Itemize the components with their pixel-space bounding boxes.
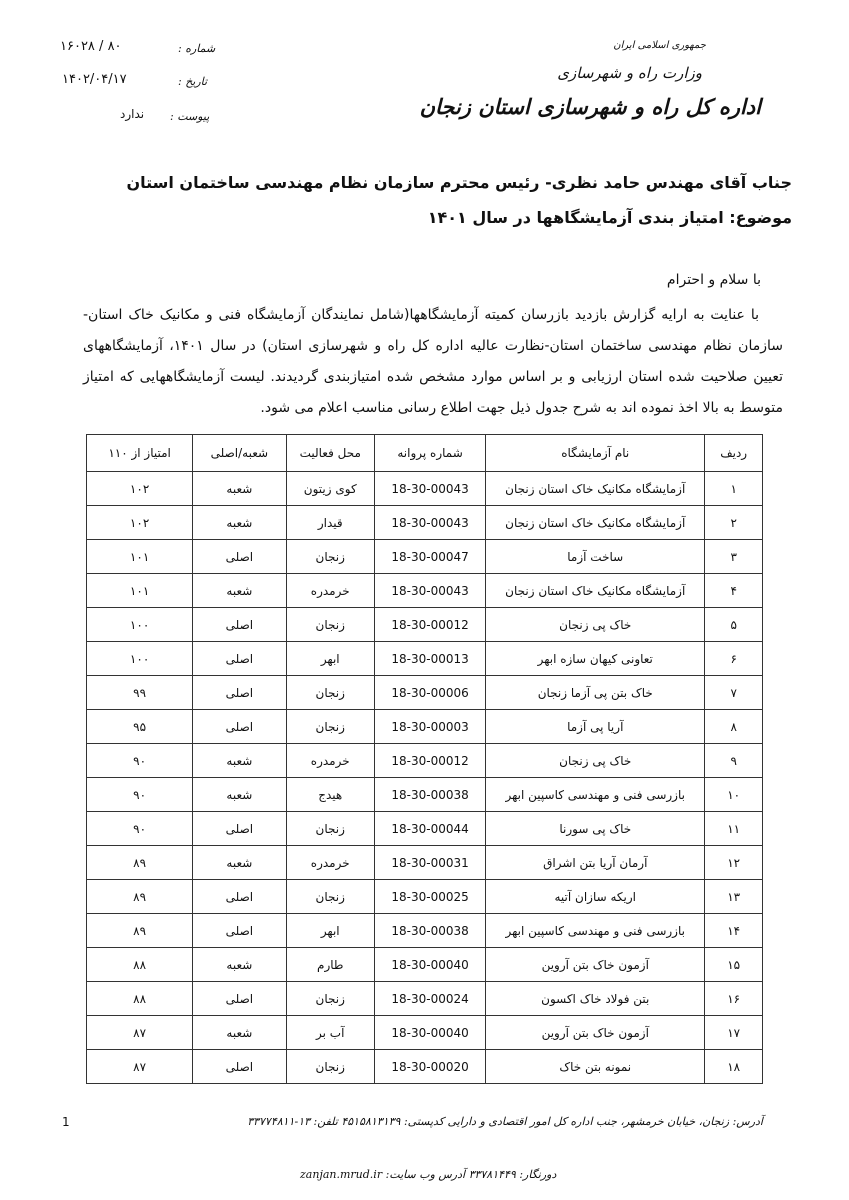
cell-row-number: ۱ xyxy=(705,472,763,506)
cell-score: ۱۰۲ xyxy=(87,506,193,540)
cell-location: زنجان xyxy=(286,710,374,744)
cell-location: هیدج xyxy=(286,778,374,812)
cell-license-number: 18-30-00043 xyxy=(374,472,485,506)
cell-lab-name: بتن فولاد خاک اکسون xyxy=(486,982,705,1016)
cell-branch-main: اصلی xyxy=(193,642,286,676)
cell-score: ۱۰۲ xyxy=(87,472,193,506)
table-row xyxy=(87,608,763,642)
cell-branch-main: شعبه xyxy=(193,1016,286,1050)
cell-score: ۱۰۱ xyxy=(87,540,193,574)
date-label: تاریخ : xyxy=(178,75,208,88)
cell-branch-main: اصلی xyxy=(193,540,286,574)
table-row xyxy=(87,676,763,710)
cell-row-number: ۱۵ xyxy=(705,948,763,982)
cell-row-number: ۷ xyxy=(705,676,763,710)
attachment-label: پیوست : xyxy=(170,110,210,123)
cell-branch-main: اصلی xyxy=(193,676,286,710)
table-row xyxy=(87,1016,763,1050)
cell-license-number: 18-30-00003 xyxy=(374,710,485,744)
table-row xyxy=(87,574,763,608)
cell-location: طارم xyxy=(286,948,374,982)
table-row xyxy=(87,948,763,982)
cell-lab-name: خاک بتن پی آزما زنجان xyxy=(486,676,705,710)
cell-row-number: ۱۳ xyxy=(705,880,763,914)
cell-row-number: ۱۸ xyxy=(705,1050,763,1084)
recipient-line: جناب آقای مهندس حامد نظری- رئیس محترم سازمان نظام مهندسی ساختمان استان xyxy=(126,173,792,192)
cell-branch-main: شعبه xyxy=(193,506,286,540)
greeting: با سلام و احترام xyxy=(666,272,761,288)
cell-lab-name: نمونه بتن خاک xyxy=(486,1050,705,1084)
cell-location: کوی زیتون xyxy=(286,472,374,506)
cell-location: خرمدره xyxy=(286,846,374,880)
cell-location: خرمدره xyxy=(286,744,374,778)
table-header-row xyxy=(87,435,763,472)
cell-lab-name: بازرسی فنی و مهندسی کاسپین ابهر xyxy=(486,778,705,812)
cell-lab-name: خاک پی زنجان xyxy=(486,744,705,778)
number-value: ۸۰ / ۱۶۰۲۸ xyxy=(60,39,122,54)
cell-lab-name: خاک پی سورنا xyxy=(486,812,705,846)
attachment-value: ندارد xyxy=(120,107,145,121)
col-header-branch-main: شعبه/اصلی xyxy=(193,435,286,472)
cell-license-number: 18-30-00020 xyxy=(374,1050,485,1084)
cell-license-number: 18-30-00040 xyxy=(374,948,485,982)
cell-lab-name: تعاونی کیهان سازه ابهر xyxy=(486,642,705,676)
cell-location: زنجان xyxy=(286,608,374,642)
table-row xyxy=(87,540,763,574)
cell-row-number: ۱۷ xyxy=(705,1016,763,1050)
cell-row-number: ۱۴ xyxy=(705,914,763,948)
cell-branch-main: اصلی xyxy=(193,812,286,846)
table-row xyxy=(87,710,763,744)
page-number: 1 xyxy=(62,1115,70,1129)
cell-row-number: ۵ xyxy=(705,608,763,642)
cell-score: ۸۹ xyxy=(87,880,193,914)
cell-lab-name: بازرسی فنی و مهندسی کاسپین ابهر xyxy=(486,914,705,948)
cell-location: زنجان xyxy=(286,812,374,846)
footer-address: آدرس: زنجان، خیابان خرمشهر، جنب اداره کل امور اقتصادی و دارایی کدپستی: ۴۵۱۵۸۱۳۱۳۹ تلفن: ۱۳-۳۳۷۷۴۸۱۱ xyxy=(247,1115,763,1128)
cell-branch-main: اصلی xyxy=(193,982,286,1016)
cell-branch-main: شعبه xyxy=(193,948,286,982)
cell-license-number: 18-30-00043 xyxy=(374,574,485,608)
cell-row-number: ۱۰ xyxy=(705,778,763,812)
cell-branch-main: اصلی xyxy=(193,608,286,642)
table-row xyxy=(87,982,763,1016)
cell-lab-name: آزمون خاک بتن آروین xyxy=(486,948,705,982)
cell-license-number: 18-30-00012 xyxy=(374,744,485,778)
cell-lab-name: خاک پی زنجان xyxy=(486,608,705,642)
cell-branch-main: اصلی xyxy=(193,1050,286,1084)
cell-license-number: 18-30-00040 xyxy=(374,1016,485,1050)
table-row xyxy=(87,472,763,506)
cell-license-number: 18-30-00038 xyxy=(374,914,485,948)
cell-location: زنجان xyxy=(286,540,374,574)
cell-score: ۸۹ xyxy=(87,914,193,948)
cell-license-number: 18-30-00024 xyxy=(374,982,485,1016)
col-header-license-number: شماره پروانه xyxy=(374,435,485,472)
cell-row-number: ۱۱ xyxy=(705,812,763,846)
cell-license-number: 18-30-00044 xyxy=(374,812,485,846)
cell-location: زنجان xyxy=(286,982,374,1016)
table-row xyxy=(87,506,763,540)
cell-location: زنجان xyxy=(286,676,374,710)
footer-website: دورنگار: ۳۳۷۸۱۴۴۹ آدرس وب سایت: zanjan.mrud.ir xyxy=(300,1168,557,1181)
cell-license-number: 18-30-00012 xyxy=(374,608,485,642)
cell-branch-main: شعبه xyxy=(193,472,286,506)
subject-line: موضوع: امتیاز بندی آزمایشگاهها در سال ۱۴۰۱ xyxy=(427,208,792,227)
cell-score: ۸۷ xyxy=(87,1050,193,1084)
cell-license-number: 18-30-00038 xyxy=(374,778,485,812)
cell-row-number: ۴ xyxy=(705,574,763,608)
cell-score: ۱۰۰ xyxy=(87,642,193,676)
cell-license-number: 18-30-00047 xyxy=(374,540,485,574)
cell-score: ۹۵ xyxy=(87,710,193,744)
cell-location: قیدار xyxy=(286,506,374,540)
cell-license-number: 18-30-00031 xyxy=(374,846,485,880)
cell-location: ابهر xyxy=(286,914,374,948)
republic-heading: جمهوری اسلامی ایران xyxy=(613,40,706,51)
col-header-row-number: ردیف xyxy=(705,435,763,472)
cell-score: ۱۰۰ xyxy=(87,608,193,642)
cell-score: ۸۸ xyxy=(87,948,193,982)
cell-location: خرمدره xyxy=(286,574,374,608)
body-paragraph: با عنایت به ارایه گزارش بازدید بازرسان کمیته آزمایشگاهها(شامل نمایندگان آزمایشگاه فنی و مکانیک خاک استان-سازمان نظام مهندسی ساختمان استان-نظارت عالیه اداره کل راه و شهرسازی استان) در سال ۱۴۰۱، آزمایشگاههای تعیین صلاحیت شده استان ارزیابی و بر اساس موارد مشخص شده امتیازبندی گردیدند. لیست آزمایشگاههایی که امتیاز متوسط به بالا اخذ نموده اند به شرح جدول ذیل جهت اطلاع رسانی مناسب اعلام می شود. xyxy=(83,307,783,416)
cell-license-number: 18-30-00025 xyxy=(374,880,485,914)
ministry-heading: وزارت راه و شهرسازی xyxy=(557,64,702,82)
cell-score: ۹۰ xyxy=(87,778,193,812)
col-header-location: محل فعالیت xyxy=(286,435,374,472)
cell-lab-name: آزمایشگاه مکانیک خاک استان زنجان xyxy=(486,506,705,540)
cell-location: آب بر xyxy=(286,1016,374,1050)
cell-lab-name: ساخت آزما xyxy=(486,540,705,574)
cell-lab-name: آزمون خاک بتن آروین xyxy=(486,1016,705,1050)
cell-license-number: 18-30-00013 xyxy=(374,642,485,676)
table-row xyxy=(87,778,763,812)
number-label: شماره : xyxy=(178,42,216,55)
cell-branch-main: اصلی xyxy=(193,880,286,914)
office-heading: اداره کل راه و شهرسازی استان زنجان xyxy=(419,94,761,119)
date-value: ۱۴۰۲/۰۴/۱۷ xyxy=(62,72,127,87)
cell-branch-main: اصلی xyxy=(193,914,286,948)
table-row xyxy=(87,744,763,778)
col-header-lab-name: نام آزمایشگاه xyxy=(486,435,705,472)
cell-license-number: 18-30-00043 xyxy=(374,506,485,540)
cell-row-number: ۶ xyxy=(705,642,763,676)
cell-branch-main: اصلی xyxy=(193,710,286,744)
cell-branch-main: شعبه xyxy=(193,846,286,880)
cell-score: ۸۸ xyxy=(87,982,193,1016)
cell-branch-main: شعبه xyxy=(193,778,286,812)
table-row xyxy=(87,1050,763,1084)
cell-lab-name: اریکه سازان آتیه xyxy=(486,880,705,914)
cell-score: ۱۰۱ xyxy=(87,574,193,608)
table-body xyxy=(87,472,763,1084)
cell-location: زنجان xyxy=(286,1050,374,1084)
cell-branch-main: شعبه xyxy=(193,744,286,778)
cell-row-number: ۹ xyxy=(705,744,763,778)
cell-score: ۸۷ xyxy=(87,1016,193,1050)
cell-lab-name: آرمان آریا بتن اشراق xyxy=(486,846,705,880)
cell-location: ابهر xyxy=(286,642,374,676)
labs-score-table xyxy=(86,434,763,1084)
cell-lab-name: آزمایشگاه مکانیک خاک استان زنجان xyxy=(486,574,705,608)
cell-score: ۸۹ xyxy=(87,846,193,880)
cell-row-number: ۱۶ xyxy=(705,982,763,1016)
table-row xyxy=(87,914,763,948)
cell-score: ۹۰ xyxy=(87,744,193,778)
cell-lab-name: آزمایشگاه مکانیک خاک استان زنجان xyxy=(486,472,705,506)
table-row xyxy=(87,846,763,880)
cell-row-number: ۲ xyxy=(705,506,763,540)
col-header-score: امتیاز از ۱۱۰ xyxy=(87,435,193,472)
cell-row-number: ۳ xyxy=(705,540,763,574)
table-row xyxy=(87,642,763,676)
cell-location: زنجان xyxy=(286,880,374,914)
cell-row-number: ۱۲ xyxy=(705,846,763,880)
table-row xyxy=(87,812,763,846)
cell-row-number: ۸ xyxy=(705,710,763,744)
cell-lab-name: آریا پی آزما xyxy=(486,710,705,744)
cell-score: ۹۹ xyxy=(87,676,193,710)
cell-branch-main: شعبه xyxy=(193,574,286,608)
cell-license-number: 18-30-00006 xyxy=(374,676,485,710)
table-row xyxy=(87,880,763,914)
cell-score: ۹۰ xyxy=(87,812,193,846)
